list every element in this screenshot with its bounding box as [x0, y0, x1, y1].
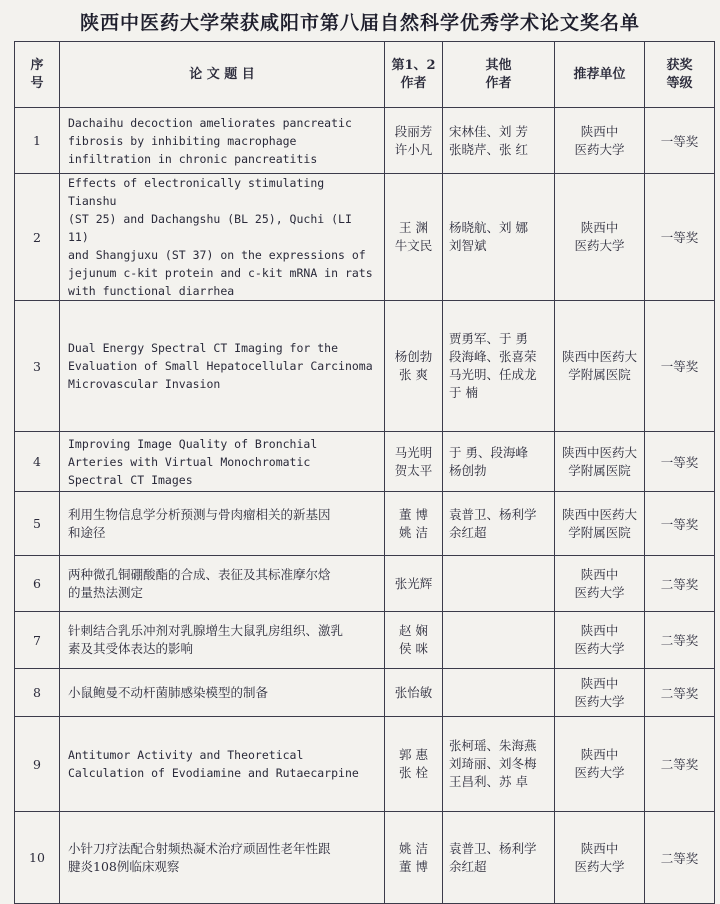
cell-line: 余红超 — [449, 858, 487, 874]
award-grade: 二等奖 — [645, 812, 715, 904]
cell-line: 王昌利、苏 卓 — [449, 774, 528, 789]
cell-line: 杨创勃 — [449, 462, 487, 478]
cell-line: 医药大学 — [574, 693, 625, 709]
cell-line: 和途径 — [68, 524, 106, 540]
table-row — [15, 669, 715, 717]
cell-line: 的量热法测定 — [68, 584, 144, 600]
header-authors12: 第1、2 作者 — [385, 42, 443, 108]
cell-line: 杨晓航、刘 娜 — [449, 220, 528, 235]
other-authors — [443, 556, 555, 612]
award-grade: 二等奖 — [645, 717, 715, 812]
row-number: 5 — [15, 492, 60, 556]
cell-line: 陕西中 — [580, 623, 619, 638]
cell-line: 利用生物信息学分析预测与骨肉瘤相关的新基因 — [68, 506, 331, 522]
authors-1-2 — [385, 174, 443, 301]
cell-line: 张晓芹、张 红 — [449, 141, 528, 157]
cell-line: Microvascular Invasion — [68, 377, 221, 391]
cell-line: 张柯瑶、朱海燕 — [449, 738, 537, 753]
cell-line: (ST 25) and Dachangshu (BL 25), Quchi (LI 11) — [68, 212, 352, 244]
paper-title — [60, 174, 385, 301]
other-authors — [443, 812, 555, 904]
cell-line: 陕西中 — [580, 747, 619, 762]
paper-title — [60, 301, 385, 432]
other-authors — [443, 612, 555, 669]
authors-1-2 — [385, 301, 443, 432]
cell-line: 陕西中医药大 — [561, 349, 637, 364]
recommending-unit — [555, 174, 645, 301]
cell-line: 刘智斌 — [449, 238, 487, 253]
cell-line: 于 勇、段海峰 — [449, 444, 528, 460]
cell-line: 许小凡 — [394, 141, 433, 157]
cell-line: 医药大学 — [574, 641, 625, 656]
recommending-unit — [555, 556, 645, 612]
cell-line: Antitumor Activity and Theoretical — [68, 748, 304, 762]
table-row — [15, 717, 715, 812]
table-row — [15, 556, 715, 612]
cell-line: 医药大学 — [574, 141, 625, 157]
authors-1-2 — [385, 432, 443, 492]
table-row — [15, 612, 715, 669]
recommending-unit — [555, 432, 645, 492]
table-row — [15, 812, 715, 904]
cell-line: Improving Image Quality of Bronchial — [68, 436, 318, 451]
award-table — [14, 41, 715, 904]
cell-line: 学附属医院 — [568, 367, 631, 382]
row-number: 2 — [15, 174, 60, 301]
row-number: 8 — [15, 669, 60, 717]
paper-title — [60, 556, 385, 612]
cell-line: 学附属医院 — [568, 524, 631, 540]
award-grade: 一等奖 — [645, 301, 715, 432]
cell-line: 杨创勃 — [394, 349, 433, 364]
cell-line: 陕西中 — [580, 675, 619, 691]
cell-line: 学附属医院 — [568, 462, 631, 478]
cell-line: 侯 咪 — [399, 641, 428, 656]
cell-line: 贾勇军、于 勇 — [449, 331, 528, 346]
cell-line: 刘琦丽、刘冬梅 — [449, 756, 537, 771]
header-row — [15, 42, 715, 108]
other-authors — [443, 492, 555, 556]
cell-line: 小鼠鲍曼不动杆菌肺感染模型的制备 — [68, 684, 269, 700]
recommending-unit — [555, 492, 645, 556]
table-row — [15, 492, 715, 556]
cell-line: 陕西中 — [580, 566, 619, 582]
cell-line: 张光辉 — [394, 575, 433, 591]
table-row — [15, 301, 715, 432]
row-number: 4 — [15, 432, 60, 492]
paper-title — [60, 612, 385, 669]
cell-line: 医药大学 — [574, 765, 625, 780]
cell-line: 郭 惠 — [399, 747, 428, 762]
cell-line: 段海峰、张喜荣 — [449, 349, 537, 364]
row-number: 7 — [15, 612, 60, 669]
row-number: 9 — [15, 717, 60, 812]
cell-line: 两种微孔铜硼酸酯的合成、表征及其标准摩尔焓 — [68, 566, 331, 582]
other-authors — [443, 669, 555, 717]
other-authors — [443, 174, 555, 301]
table-row — [15, 174, 715, 301]
header-no: 序 号 — [15, 42, 60, 108]
paper-title — [60, 669, 385, 717]
authors-1-2 — [385, 556, 443, 612]
cell-line: 素及其受体表达的影响 — [68, 641, 194, 656]
cell-line: 陕西中医药大 — [561, 506, 637, 522]
cell-line: infiltration in chronic pancreatitis — [68, 151, 318, 166]
recommending-unit — [555, 301, 645, 432]
recommending-unit — [555, 108, 645, 174]
other-authors — [443, 717, 555, 812]
cell-line: 牛文民 — [394, 238, 433, 253]
cell-line: Calculation of Evodiamine and Rutaecarpine — [68, 766, 359, 780]
cell-line: Dachaihu decoction ameliorates pancreatic — [68, 115, 352, 130]
cell-line: 赵 娴 — [399, 623, 428, 638]
cell-line: Evaluation of Small Hepatocellular Carcinoma — [68, 359, 373, 373]
cell-line: 贺太平 — [394, 462, 433, 478]
cell-line: 腱炎108例临床观察 — [68, 858, 180, 874]
award-grade: 一等奖 — [645, 174, 715, 301]
row-number: 6 — [15, 556, 60, 612]
paper-title — [60, 717, 385, 812]
table-row — [15, 432, 715, 492]
document-title: 陕西中医药大学荣获咸阳市第八届自然科学优秀学术论文奖名单 — [79, 12, 640, 34]
cell-line: 马光明 — [394, 444, 433, 460]
other-authors — [443, 432, 555, 492]
authors-1-2 — [385, 669, 443, 717]
award-grade: 二等奖 — [645, 556, 715, 612]
cell-line: 张 爽 — [399, 367, 428, 382]
cell-line: 陕西中 — [580, 840, 619, 856]
cell-line: 余红超 — [449, 524, 487, 540]
paper-title — [60, 108, 385, 174]
cell-line: Spectral CT Images — [68, 472, 193, 487]
cell-line: jejunum c-kit protein and c-kit mRNA in rats — [68, 266, 373, 280]
recommending-unit — [555, 612, 645, 669]
cell-line: 姚 洁 — [399, 524, 428, 540]
recommending-unit — [555, 669, 645, 717]
cell-line: 宋林佳、刘 芳 — [449, 123, 528, 139]
cell-line: 医药大学 — [574, 238, 625, 253]
cell-line: 段丽芳 — [394, 123, 433, 139]
other-authors — [443, 108, 555, 174]
award-grade: 二等奖 — [645, 669, 715, 717]
award-grade: 二等奖 — [645, 612, 715, 669]
cell-line: 董 博 — [399, 858, 428, 874]
cell-line: Arteries with Virtual Monochromatic — [68, 454, 311, 469]
cell-line: 陕西中 — [580, 123, 619, 139]
other-authors — [443, 301, 555, 432]
paper-title — [60, 492, 385, 556]
award-grade: 一等奖 — [645, 108, 715, 174]
authors-1-2 — [385, 812, 443, 904]
header-grade: 获奖 等级 — [645, 42, 715, 108]
row-number: 10 — [15, 812, 60, 904]
header-paper-title: 论 文 题 目 — [60, 42, 385, 108]
authors-1-2 — [385, 612, 443, 669]
cell-line: 医药大学 — [574, 584, 625, 600]
cell-line: 姚 洁 — [399, 840, 428, 856]
cell-line: 小针刀疗法配合射频热凝术治疗顽固性老年性跟 — [68, 840, 331, 856]
cell-line: 于 楠 — [449, 385, 478, 400]
cell-line: 马光明、任成龙 — [449, 367, 537, 382]
cell-line: 陕西中 — [580, 220, 619, 235]
cell-line: 袁普卫、杨利学 — [449, 840, 537, 856]
cell-line: 袁普卫、杨利学 — [449, 506, 537, 522]
header-unit: 推荐单位 — [555, 42, 645, 108]
cell-line: 张 栓 — [399, 765, 428, 780]
cell-line: 医药大学 — [574, 858, 625, 874]
recommending-unit — [555, 717, 645, 812]
cell-line: 张怡敏 — [394, 684, 433, 700]
cell-line: 针刺结合乳乐冲剂对乳腺增生大鼠乳房组织、激乳 — [68, 623, 344, 638]
cell-line: with functional diarrhea — [68, 284, 235, 298]
header-other-authors: 其他 作者 — [443, 42, 555, 108]
award-grade: 一等奖 — [645, 492, 715, 556]
row-number: 3 — [15, 301, 60, 432]
paper-title — [60, 812, 385, 904]
recommending-unit — [555, 812, 645, 904]
cell-line: 陕西中医药大 — [561, 444, 637, 460]
authors-1-2 — [385, 492, 443, 556]
cell-line: 董 博 — [399, 506, 428, 522]
row-number: 1 — [15, 108, 60, 174]
cell-line: Dual Energy Spectral CT Imaging for the — [68, 341, 339, 355]
cell-line: 王 渊 — [399, 220, 428, 235]
cell-line: and Shangjuxu (ST 37) on the expressions of — [68, 248, 366, 262]
authors-1-2 — [385, 717, 443, 812]
paper-title — [60, 432, 385, 492]
cell-line: Effects of electronically stimulating Tianshu — [68, 176, 325, 208]
table-row — [15, 108, 715, 174]
award-grade: 一等奖 — [645, 432, 715, 492]
cell-line: fibrosis by inhibiting macrophage — [68, 133, 297, 148]
authors-1-2 — [385, 108, 443, 174]
